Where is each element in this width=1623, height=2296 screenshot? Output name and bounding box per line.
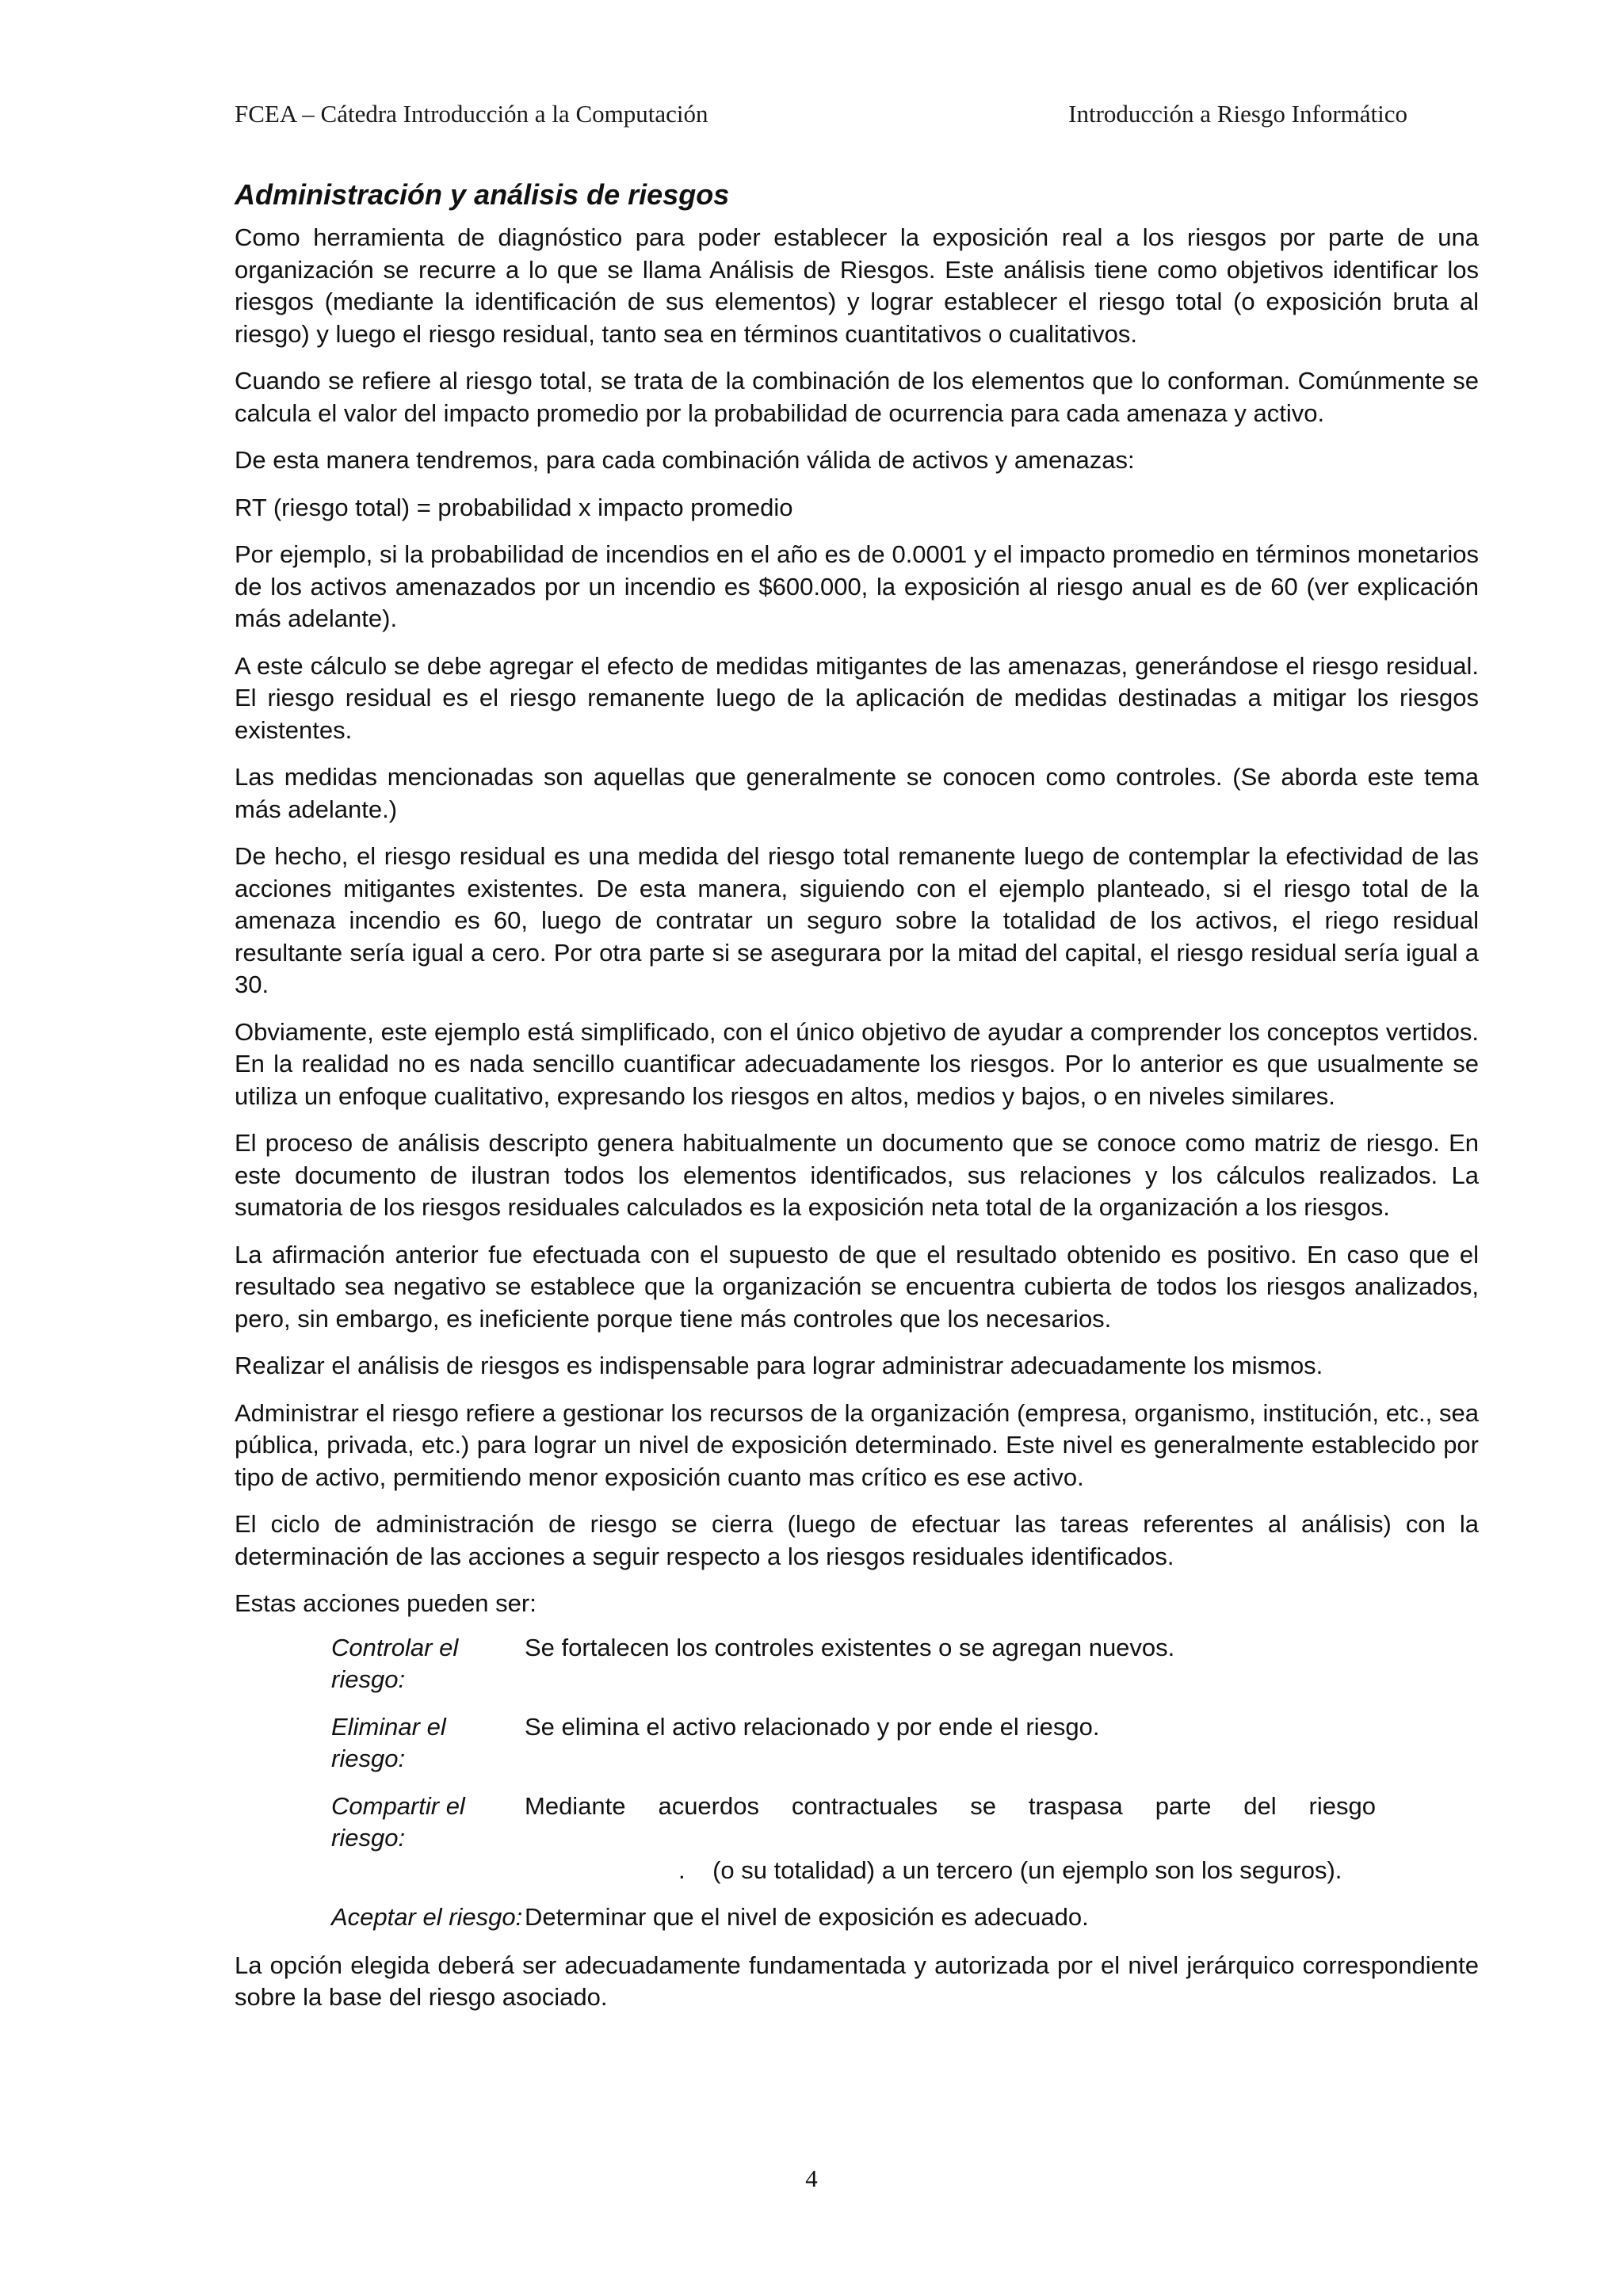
section-title: Administración y análisis de riesgos: [235, 178, 730, 211]
action-term: Compartir el riesgo:: [331, 1791, 465, 1852]
actions-list: [235, 1632, 1479, 1934]
paragraph: El proceso de análisis descripto genera habitualmente un documento que se conoce como matriz de riesgo. En este documento de ilustran todos los elementos identificados, sus relaciones y los cálculos realizados. La sumatoria de los riesgos residuales calculados es la exposición neta total de la organización a los riesgos.: [235, 1129, 1479, 1221]
list-item: [235, 1711, 1479, 1775]
action-description: Mediante acuerdos contractuales se traspasa parte del riesgo: [525, 1791, 1376, 1820]
paragraph: De hecho, el riesgo residual es una medida del riesgo total remanente luego de contemplar la efectividad de las acciones mitigantes existentes. De esta manera, siguiendo con el ejemplo planteado, si el riesgo total de la amenaza incendio es 60, luego de contratar un seguro sobre la totalidad de los activos, el riego residual resultante sería igual a cero. Por otra parte si se asegurara por la mitad del capital, el riesgo residual sería igual a 30.: [235, 842, 1479, 998]
paragraph: La afirmación anterior fue efectuada con el supuesto de que el resultado obtenido es positivo. En caso que el resultado sea negativo se establece que la organización se encuentra cubierta de todos los riesgos analizados, pero, sin embargo, es ineficiente porque tiene más controles que los necesarios.: [235, 1240, 1479, 1333]
action-description: Determinar que el nivel de exposición es adecuado.: [525, 1903, 1089, 1931]
paragraph: De esta manera tendremos, para cada combinación válida de activos y amenazas:: [235, 446, 1135, 474]
list-item: [235, 1901, 1479, 1934]
paragraph: Administrar el riesgo refiere a gestionar los recursos de la organización (empresa, organismo, institución, etc., sea pública, privada, etc.) para lograr un nivel de exposición determinado. Este nivel es generalmente establecido por tipo de activo, permitiendo menor exposición cuanto mas crítico es ese activo.: [235, 1398, 1479, 1491]
action-term: Aceptar el riesgo:: [331, 1903, 523, 1931]
paragraph: Las medidas mencionadas son aquellas que generalmente se conocen como controles. (Se aborda este tema más adelante.): [235, 763, 1479, 823]
header-topic: Introducción a Riesgo Informático: [1068, 100, 1407, 128]
action-term: Controlar el riesgo:: [331, 1633, 459, 1693]
paragraph: Estas acciones pueden ser:: [235, 1589, 537, 1617]
action-description: Se fortalecen los controles existentes o se agregan nuevos.: [525, 1633, 1175, 1661]
header-course: FCEA – Cátedra Introducción a la Computación: [235, 100, 708, 128]
document-body: [235, 176, 1479, 2029]
list-item: [235, 1632, 1479, 1696]
paragraph: Obviamente, este ejemplo está simplificado, con el único objetivo de ayudar a comprender los conceptos vertidos. En la realidad no es nada sencillo cuantificar adecuadamente los riesgos. Por lo anterior es que usualmente se utiliza un enfoque cualitativo, expresando los riesgos en altos, medios y bajos, o en niveles similares.: [235, 1017, 1479, 1110]
paragraph: Cuando se refiere al riesgo total, se trata de la combinación de los elementos que lo conforman. Comúnmente se calcula el valor del impacto promedio por la probabilidad de ocurrencia para cada amenaza y activo.: [235, 367, 1479, 427]
action-description: Se elimina el activo relacionado y por ende el riesgo.: [525, 1712, 1100, 1741]
paragraph: Por ejemplo, si la probabilidad de incendios en el año es de 0.0001 y el impacto promedio en términos monetarios de los activos amenazados por un incendio es $600.000, la exposición al riesgo anual es de 60 (ver explicación más adelante).: [235, 540, 1479, 632]
paragraph: El ciclo de administración de riesgo se cierra (luego de efectuar las tareas referentes al análisis) con la determinación de las acciones a seguir respecto a los riesgos residuales identificados.: [235, 1510, 1479, 1570]
page-header: [235, 97, 1407, 132]
paragraph: Realizar el análisis de riesgos es indispensable para lograr administrar adecuadamente los mismos.: [235, 1352, 1323, 1379]
formula: RT (riesgo total) = probabilidad x impacto promedio: [235, 493, 793, 521]
action-description-continued: . (o su totalidad) a un tercero (un ejemplo son los seguros).: [678, 1855, 1342, 1884]
paragraph: A este cálculo se debe agregar el efecto de medidas mitigantes de las amenazas, generándose el riesgo residual. El riesgo residual es el riesgo remanente luego de la aplicación de medidas destinadas a mitigar los riesgos existentes.: [235, 651, 1479, 744]
paragraph: Como herramienta de diagnóstico para poder establecer la exposición real a los riesgos por parte de una organización se recurre a lo que se llama Análisis de Riesgos. Este análisis tiene como objetivos identificar los riesgos (mediante la identificación de sus elementos) y lograr establecer el riesgo total (o exposición bruta al riesgo) y luego el riesgo residual, tanto sea en términos cuantitativos o cualitativos.: [235, 223, 1479, 348]
action-term: Eliminar el riesgo:: [331, 1712, 446, 1772]
page-number: 4: [805, 2164, 818, 2192]
list-item: [235, 1791, 1479, 1887]
closing-paragraph: La opción elegida deberá ser adecuadamente fundamentada y autorizada por el nivel jerárquico correspondiente sobre la base del riesgo asociado.: [235, 1951, 1479, 2011]
